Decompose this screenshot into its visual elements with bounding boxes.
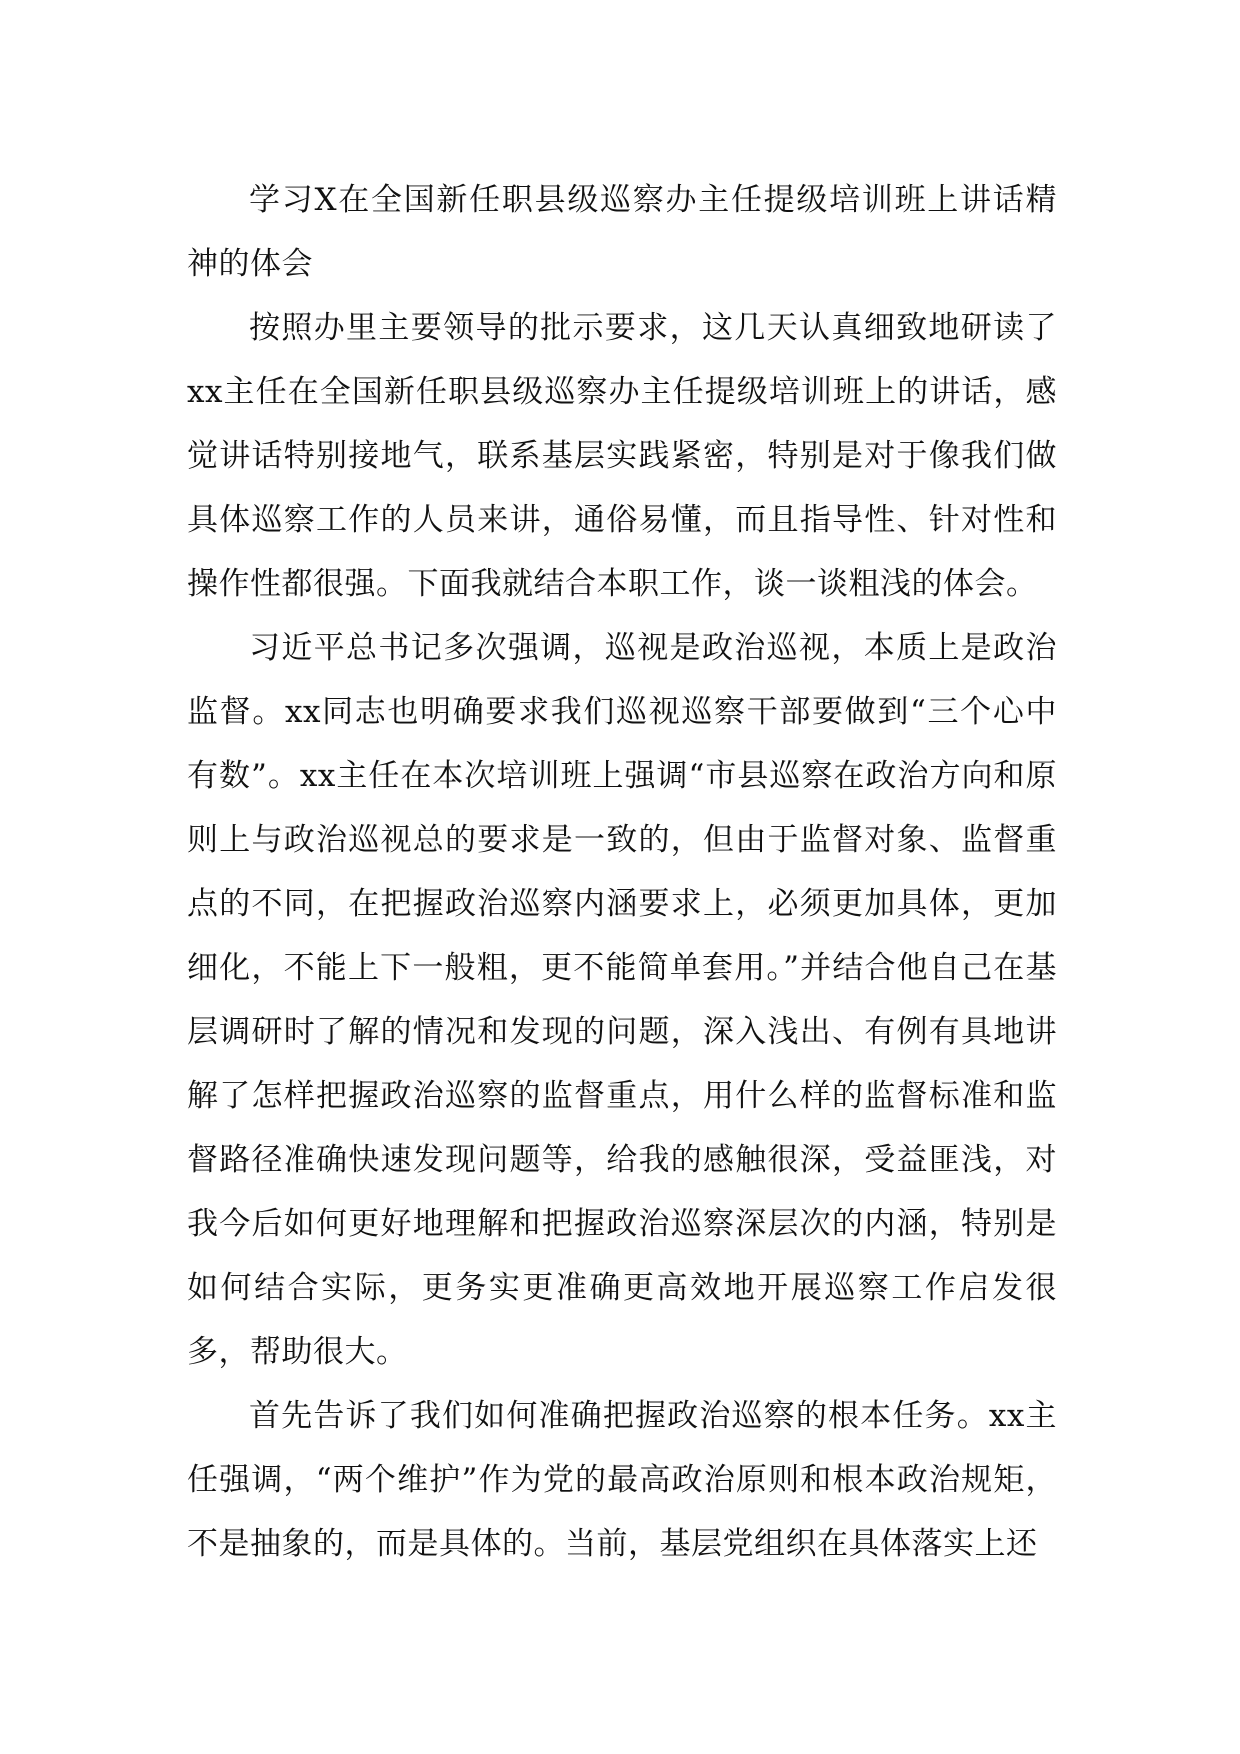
paragraph: 首先告诉了我们如何准确把握政治巡察的根本任务。xx主任强调，“两个维护”作为党的最高政治原则和根本政治规矩，不是抽象的，而是具体的。当前，基层党组织在具体落实上还 <box>187 1398 1057 1562</box>
document-body <box>187 168 1057 1576</box>
paragraph: 按照办里主要领导的批示要求，这几天认真细致地研读了xx主任在全国新任职县级巡察办主任提级培训班上的讲话，感觉讲话特别接地气，联系基层实践紧密，特别是对于像我们做具体巡察工作的人员来讲，通俗易懂，而且指导性、针对性和操作性都很强。下面我就结合本职工作，谈一谈粗浅的体会。 <box>187 310 1057 602</box>
paragraph: 习近平总书记多次强调，巡视是政治巡视，本质上是政治监督。xx同志也明确要求我们巡视巡察干部要做到“三个心中有数”。xx主任在本次培训班上强调“市县巡察在政治方向和原则上与政治巡视总的要求是一致的，但由于监督对象、监督重点的不同，在把握政治巡察内涵要求上，必须更加具体，更加细化，不能上下一般粗，更不能简单套用。”并结合他自己在基层调研时了解的情况和发现的问题，深入浅出、有例有具地讲解了怎样把握政治巡察的监督重点，用什么样的监督标准和监督路径准确快速发现问题等，给我的感触很深，受益匪浅，对我今后如何更好地理解和把握政治巡察深层次的内涵，特别是如何结合实际，更务实更准确更高效地开展巡察工作启发很多，帮助很大。 <box>187 630 1057 1370</box>
document-title: 学习X在全国新任职县级巡察办主任提级培训班上讲话精神的体会 <box>187 182 1057 282</box>
